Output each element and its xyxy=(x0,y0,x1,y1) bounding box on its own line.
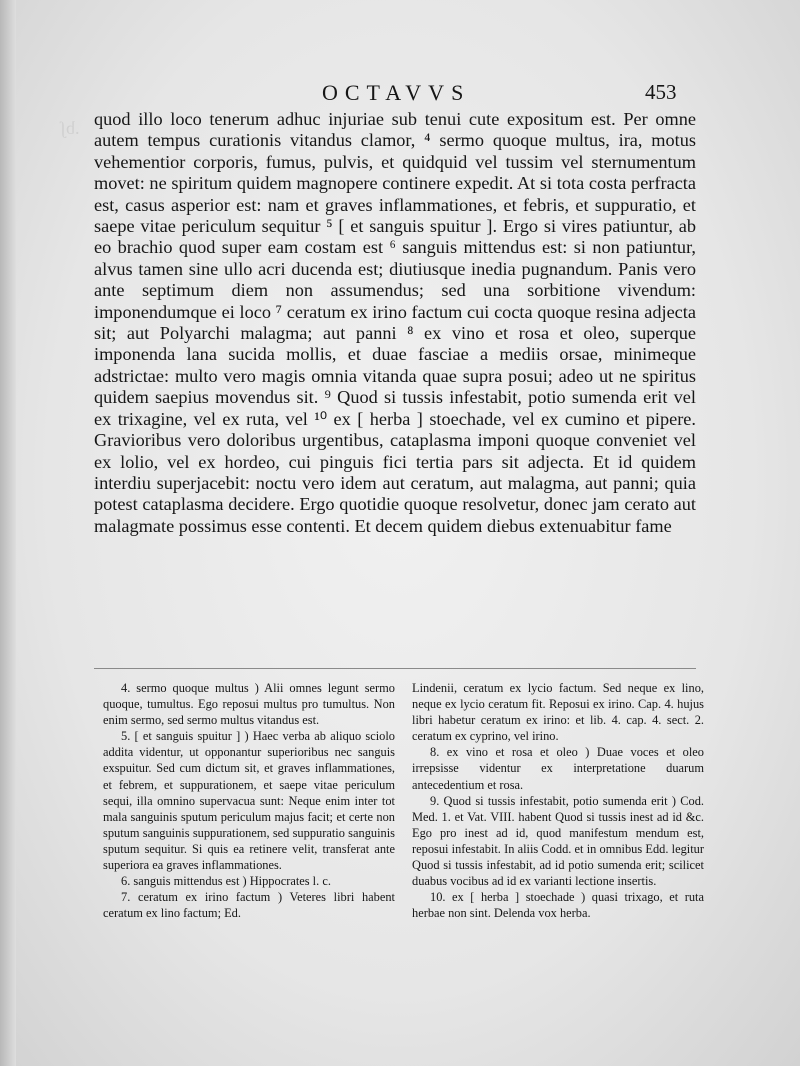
footnote: 5. [ et sanguis spuitur ] ) Haec verba ab aliquo sciolo addita videntur, ut opponantur superioribus nec sanguis exspuitur. Sed cum dictum sit, et graves inflammationes, et febrem, et suppurationem, et saepe vitae periculum sequi, illa omnino supervacua sunt: Neque enim inter tot mala sanguinis sputum periculum majus facit; et certe non sputum sanguinis suppurationem, sed suppuratio sanguinis sputum sequitur. Si quis ea retinere velit, transferat ante superiora ea graves inflammationes. xyxy=(103,729,395,873)
footnote: 6. sanguis mittendus est ) Hippocrates l. c. xyxy=(121,874,331,889)
show-through-text: .bʃ xyxy=(60,118,80,138)
page-gutter-shadow xyxy=(0,0,16,1066)
footnote: 8. ex vino et rosa et oleo ) Duae voces et oleo irrepsisse videntur ex interpretatione duarum antecedentium et rosa. xyxy=(412,745,704,792)
footnote: 9. Quod si tussis infestabit, potio sumenda erit ) Cod. Med. 1. et Vat. VIII. habent Quod si tussis inest ad id &c. Ego pro inest ad id, quod manifestum mendum est, reposui infestabit. In aliis Codd. et in omnibus Edd. legitur Quod si tussis infestabit, ad id potio sumenda erit; scilicet duabus vocibus ad id ex varianti lectione insertis. xyxy=(412,793,704,889)
page-header xyxy=(0,80,800,106)
footnote: Lindenii, ceratum ex lycio factum. Sed neque ex lino, neque ex lycio ceratum fit. Reposui ex irino. Cap. 4. hujus libri habetur ceratum ex irino: et lib. 4. cap. 4. sect. 2. ceratum ex cyprino, vel irino. xyxy=(412,681,704,744)
page-number: 453 xyxy=(645,80,677,104)
footnotes-right-column xyxy=(412,680,704,921)
running-title: OCTAVVS xyxy=(322,80,471,105)
footnote-separator xyxy=(94,668,696,669)
footnote: 10. ex [ herba ] stoechade ) quasi trixago, et ruta herbae non sint. Delenda vox herba. xyxy=(412,890,704,921)
main-text-block xyxy=(94,109,696,537)
footnote: 7. ceratum ex irino factum ) Veteres libri habent ceratum ex lino factum; Ed. xyxy=(103,890,395,921)
footnote: 4. sermo quoque multus ) Alii omnes legunt sermo quoque, tumultus. Ego reposui multus pro tumultus. Non enim sermo, sed sermo multus vitandus est. xyxy=(103,681,395,728)
main-paragraph: quod illo loco tenerum adhuc injuriae sub tenui cute expositum est. Per omne autem tempus curationis vitandus clamor, ⁴ sermo quoque multus, ira, motus vehementior corporis, fumus, pulvis, et quidquid vel tussim vel sternumentum movet: ne spiritum quidem magnopere continere expedit. At si tota costa perfracta est, casus asperior est: nam et graves inflammationes, et febris, et suppuratio, et saepe vitae periculum sequitur ⁵ [ et sanguis spuitur ]. Ergo si vires patiuntur, ab eo brachio quod super eam costam est ⁶ sanguis mittendus est: si non patiuntur, alvus tamen sine ullo acri ducenda est; diutiusque inedia pugnandum. Panis vero ante septimum diem non assumendus; sed una sorbitione vivendum: imponendumque ei loco ⁷ ceratum ex irino factum cui cocta quoque resina adjecta sit; aut Polyarchi malagma; aut panni ⁸ ex vino et rosa et oleo, superque imponenda lana sucida mollis, et duae fasciae a mediis orsae, minimeque adstrictae: multo vero magis omnia vitanda quae supra posui; adeo ut ne spiritus quidem saepius movendus sit. ⁹ Quod si tussis infestabit, potio sumenda erit vel ex trixagine, vel ex ruta, vel ¹⁰ ex [ herba ] stoechade, vel ex cumino et pipere. Gravioribus vero doloribus urgentibus, cataplasma imponi quoque conveniet vel ex lolio, vel ex hordeo, cui pinguis fici tertia pars sit adjecta. Et id quidem interdiu superjacebit: noctu vero idem aut ceratum, aut malagma, aut panni; quia potest cataplasma decidere. Ergo quotidie quoque resolvetur, donec jam cerato aut malagmate possimus esse contenti. Et decem quidem diebus extenuabitur fame xyxy=(94,109,696,536)
footnotes-left-column xyxy=(103,680,395,921)
